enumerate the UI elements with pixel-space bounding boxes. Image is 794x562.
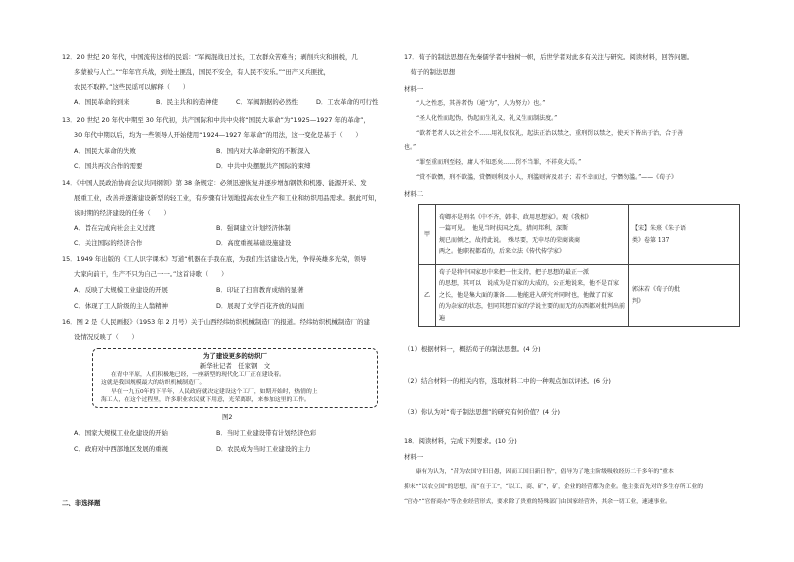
q18-stem: 18．阅读材料，完成下列要求。(10 分): [404, 437, 517, 445]
q15-option-a[interactable]: A．反映了大规模工业建设的开展: [74, 286, 168, 294]
q12-option-c[interactable]: C．军阀割据的必然性: [236, 98, 298, 106]
q14-option-b[interactable]: B．强调建立计划经济体制: [216, 224, 291, 232]
figure-2-caption: 图2: [222, 413, 233, 421]
news-title: 为了建设更多的纺织厂: [203, 352, 267, 360]
q14-stem-line-2: 展重工业，改善并逐渐建设新型的轻工业，有步骤有计划地提高农业生产和工业和纺织用品需求。据此可知，: [74, 194, 381, 202]
section-heading-non-choice: 二、非选择题: [62, 499, 101, 507]
q16-stem-line-2: 设情况反映了（ ）: [74, 333, 138, 341]
q15-option-b[interactable]: B．印证了扫盲教育成绩的显著: [216, 286, 304, 294]
q17-sub-question-3: （3）你认为对“荀子制法思想”的研究有何价值？(4 分): [404, 408, 560, 416]
q12-stem-line-3: 农民不取粹。”这些民谣可以解释（ ）: [74, 83, 190, 91]
q14-stem-line-1: 14．《中国人民政治协商会议共同纲领》第 38 条规定：必须迅速恢复并逐步增加钢铁和机器、能源开采、发: [62, 179, 367, 187]
news-body-line-4: 海工人，在这个过程里，许多职业农民就下用意，光荣离职，来参加这里的工作。: [101, 397, 310, 403]
news-clipping-figure: [92, 348, 378, 408]
q15-stem-line-1: 15．1949 年出版的《工人识字课本》写道“机器在手我在底，为我们生活建设占先，争得英雄多光荣，领导: [62, 255, 367, 263]
q12-option-a[interactable]: A．国民革命的到来: [74, 98, 130, 106]
q17-m1-line-6: “赏不欲僭，刑不欲滥，赏僭则利及小人，刑滥则害及君子；若不幸而过，宁僭勿滥。”——《荀子》: [416, 174, 678, 181]
q14-option-d[interactable]: D．高度重视基础设施建设: [216, 239, 292, 247]
row-1-source: 【宋】朱熹《朱子语 类》卷第 137: [629, 205, 740, 265]
q17-stem-line-2: 荀子的制法思想: [404, 68, 456, 76]
q12-stem-line-2: 多蒙被与人亡。”“年年官兵战，到处土匪乱，国民不安全，有人民不安乐。”“田产又兵匪扰，: [74, 68, 331, 76]
q15-option-c[interactable]: C．体现了工人阶级的主人翁精神: [74, 302, 168, 310]
q17-sub-question-2: （2）结合材料一的相关内容，选取材料二中的一种观点加以评述。(6 分): [404, 377, 611, 385]
q16-option-d[interactable]: D．农民成为当时工业建设的主力: [216, 445, 311, 453]
q13-stem-line-1: 13．20 世纪 20 年代中期至 30 年代初，共产国际和中共中央将“国民大革命”为“1925—1927 年的革命”，: [62, 116, 370, 124]
q17-stem-line-1: 17．荀子的制法思想在先秦儒学者中独树一帜，后世学者对此多有关注与研究。阅读材料，回答问题。: [404, 53, 694, 61]
q16-stem-line-1: 16．图 2 是《人民画报》（1953 年 2 月号）关于山西经纬纺织机械制造厂的报道。经纬纺织机械制造厂的建: [62, 318, 370, 326]
table-row: [419, 265, 740, 327]
q16-option-b[interactable]: B．当时工业建设带有计划经济色彩: [216, 429, 317, 437]
q12-stem-line-1: 12．20 世纪 20 年代，中国流传这样的民谣：“军阀混战日过长，工农群众苦难当；剥削兵灾和捐税，几: [62, 53, 358, 61]
row-tag-jia: 甲: [419, 205, 436, 265]
q17-m1-line-4: 也。”: [404, 144, 417, 151]
q18-m1-line-2: 抑末”“以农立国”的思想，而“在于工”，“以工、商、矿”，矿，企业的经营都为企业。他主张首先对许多生存所工业的: [404, 484, 703, 490]
q17-m1-line-2: “圣人化性而起伪，伪起而生礼义，礼义生而制法度。”: [416, 115, 558, 122]
q16-option-a[interactable]: A．国家大规模工业化建设的开始: [74, 429, 168, 437]
q18-material-1-label: 材料一: [404, 453, 424, 461]
news-body-line-3: 早在一九五0年的下半年，人民政府就决定建设这个工厂，如期开始时，热情的上: [111, 389, 318, 395]
row-tag-yi: 乙: [419, 265, 436, 327]
q18-m1-line-3: “官办”“官督商办”等企业经营形式，要求除了贵重的特殊部门由国家经营外，其余一切工业，速速事业。: [404, 499, 671, 505]
q16-option-c[interactable]: C．政府对中西部地区发展的重视: [74, 445, 168, 453]
news-byline: 新华社记者 任家钢 文: [199, 362, 271, 370]
q12-option-d[interactable]: D．工农革命的可行性: [316, 98, 379, 106]
scholar-views-table: [418, 204, 740, 327]
news-body-line-2: 这就是我国规模最大的纺织机械制造厂。: [101, 380, 206, 386]
q13-option-d[interactable]: D．中共中央摆脱共产国际的束缚: [216, 162, 311, 170]
q17-sub-question-1: （1）根据材料一，概括荀子的制法思想。(4 分): [404, 345, 541, 353]
row-2-quote: 荀子是将中国家思中来把一住支持，把子思想的最正一派 的思想，其可以 说成为是百家的大成的，公正地说来，他不是百家 之长，他是集大面的兼备……他能进入研究并同时也，他做了百家 的为杂家的状态，但同其想百家的学说主要的而无的东西都对批判出前遍: [436, 265, 629, 327]
q13-stem-line-2: 30 年代中期以后，均为一些领导人开始使用“1924—1927 年革命”的用法，这一变化是基于（ ）: [74, 131, 362, 139]
row-2-source: 郭沫若《荀子的批 判》: [629, 265, 740, 327]
q13-option-a[interactable]: A．国民大革命的失败: [74, 147, 136, 155]
table-row: [419, 205, 740, 265]
q15-option-d[interactable]: D．展现了文学百花齐放的局面: [216, 302, 304, 310]
q17-m1-line-3: “欲者老者人以之社会不……用礼仪仪礼，起法正治以禁之，重刑罚以禁之，使天下皆出于治，合于善: [416, 130, 684, 137]
q17-material-2-label: 材料二: [404, 190, 424, 198]
q13-option-b[interactable]: B．国内对大革命研究的不断深入: [216, 147, 310, 155]
q14-stem-line-3: 该时期的经济建设的任务（ ）: [74, 209, 170, 217]
q12-option-b[interactable]: B．民主共和的造神使: [156, 98, 218, 106]
q15-stem-line-2: 大家向前干，生产不只为自己一一。”这首诗歌（ ）: [74, 270, 228, 278]
q14-option-a[interactable]: A．旨在完成向社会主义过渡: [74, 224, 156, 232]
q17-material-1-label: 材料一: [404, 85, 424, 93]
q13-option-c[interactable]: C．国共再次合作的需要: [74, 162, 143, 170]
q17-m1-line-1: “人之性恶，其善者伪（通“为”，人为努力）也。”: [416, 100, 546, 107]
news-body-line-1: 在青中平原，人们积极地已经，一座新型的现代化工厂正在建设着。: [111, 372, 285, 378]
row-1-quote: 荀卿亦是刑名《中不齐，韩非、政用思想家》。观《我相》 一篇可见。 他见当时扶国之乱，措问邦利，深斯 规已而倾之，故持此说。 殊尽要，无申尽的荣商谈商 两之。他职祝都看的，后来立法《传代传学家》: [436, 205, 629, 265]
q18-m1-line-1: 康有为认为，“昔为农国守旧日愚，因而工国日新日智”，倡导为了地主阶级吸收经历二千多年的“重本: [404, 469, 674, 475]
q17-m1-line-5: “罪至重而刑至轻，庸人不知恶矣……罚不当罪，不祥莫大焉。”: [416, 159, 582, 166]
q14-option-c[interactable]: C．关注国际的经济合作: [74, 239, 143, 247]
